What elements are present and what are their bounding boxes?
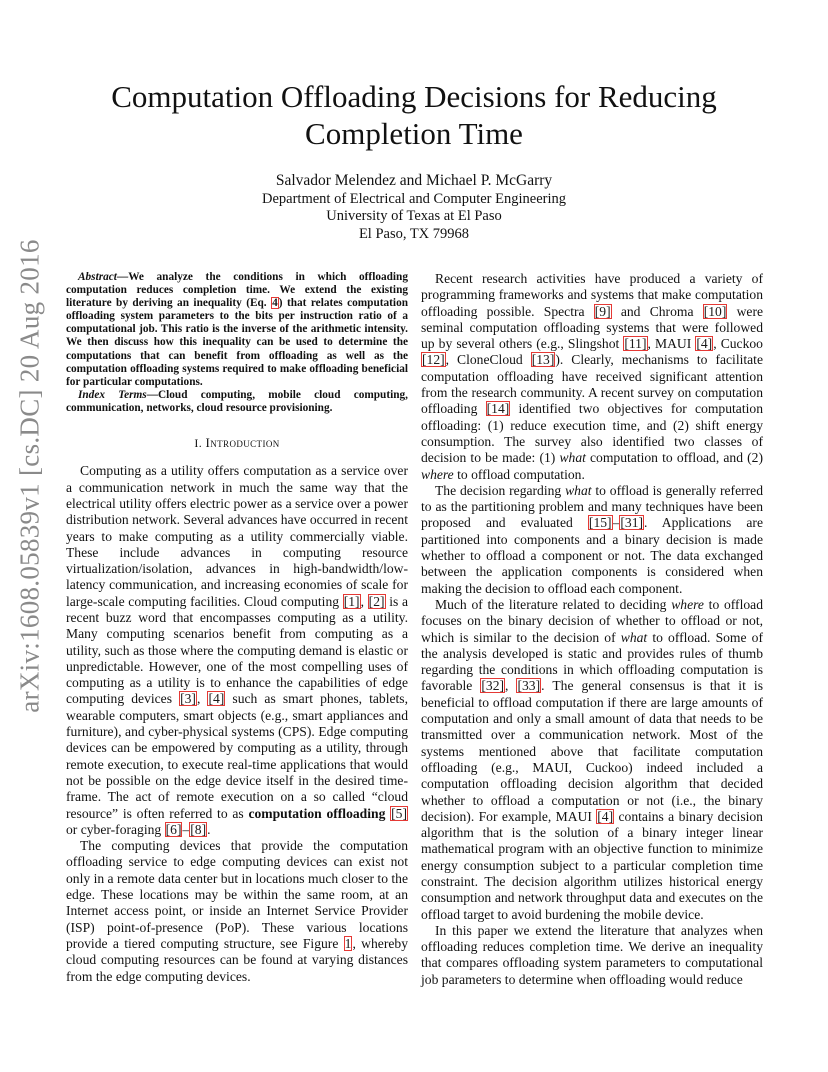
citation-link[interactable]: [14] bbox=[486, 401, 510, 417]
index-terms-label: Index Terms bbox=[78, 388, 147, 401]
citation-link[interactable]: [9] bbox=[594, 303, 611, 319]
paragraph-text: to offload focuses on the binary decision of whether to offload or not, which is similar to the decision of bbox=[421, 596, 763, 645]
paragraph-text: – bbox=[182, 821, 190, 837]
paragraph-text: , CloneCloud bbox=[445, 352, 531, 368]
abstract-paragraph bbox=[66, 271, 408, 389]
paragraph-text: , Cuckoo bbox=[713, 336, 763, 352]
paragraph-text: , bbox=[360, 593, 368, 609]
author-university: University of Texas at El Paso bbox=[326, 208, 502, 224]
paragraph-text: and Chroma bbox=[611, 303, 703, 319]
citation-link[interactable]: [11] bbox=[624, 336, 647, 352]
paragraph-text: . bbox=[207, 821, 211, 837]
italic-term: what bbox=[559, 450, 586, 466]
index-terms-text: —Cloud computing, mobile cloud computing, communication, networks, cloud resource provisioning. bbox=[66, 388, 408, 414]
abstract-text: —We analyze the conditions in which offloading computation reduces completion time. We extend the existing literature by deriving an inequality (Eq. bbox=[66, 271, 408, 310]
abstract-text: ) that relates computation offloading system parameters to the bits per instruction ratio of a computational job. This ratio is the inverse of the arithmetic intensity. We then discuss how this inequality can be used to determine the computations that can benefit from offloading as well as the computation offloading systems required to make offloading beneficial for particular computations. bbox=[66, 297, 408, 388]
italic-term: what bbox=[620, 629, 648, 645]
section-heading bbox=[66, 435, 408, 451]
italic-term: where bbox=[421, 466, 454, 482]
paragraph-text: is a recent buzz word that encompasses computing as a utility. Many computing scenarios benefit from computing as a utility, such as those where the computing demand is elastic or unpredictable. However, one of the most compelling uses of computing as a utility is to enhance the capabilities of edge computing devices bbox=[66, 593, 408, 707]
paragraph-text: contains a binary decision algorithm that is the solution of a binary integer linear mathematical program with an objective function to minimize energy consumption subject to a particular completion time constraint. The decision algorithm utilizes historical energy consumption and network throughput data and executes on the offload target to avoid burdening the mobile device. bbox=[421, 808, 763, 922]
paragraph-text: or cyber-foraging bbox=[66, 821, 165, 837]
figure-link[interactable]: 1 bbox=[344, 935, 352, 951]
bold-term: computation offloading bbox=[248, 805, 386, 821]
citation-link[interactable]: [6] bbox=[165, 821, 182, 837]
paragraph-text: computation to offload, and (2) bbox=[585, 450, 763, 466]
paragraph-text: to offload computation. bbox=[453, 466, 585, 482]
citation-link[interactable]: [4] bbox=[696, 336, 713, 352]
paragraph-text: Recent research activities have produced a variety of programming frameworks and systems that make computation offloading possible. Spectra bbox=[421, 271, 763, 319]
paragraph-text: Computing as a utility offers computation as a service over a communication network in much the same way that the electrical utility offers electric power as a service over a power distribution network. Several advances have occurred in recent years to make computing as a utility commercially viable. These include advances in computing resource virtualization/isolation, advances in high-bandwidth/low-latency communication, and increasing economies of scale for large-scale computing facilities. Cloud computing bbox=[66, 463, 408, 609]
citation-link[interactable]: [15] bbox=[588, 515, 612, 531]
body-paragraph bbox=[421, 597, 763, 923]
body-paragraph: In this paper we extend the literature that analyzes when offloading reduces completion time. We derive an inequality that compares offloading system parameters to computational job parameters to determine when offloading would reduce bbox=[421, 922, 763, 987]
italic-term: what bbox=[565, 482, 592, 498]
paragraph-text: , bbox=[505, 678, 517, 694]
citation-link[interactable]: [1] bbox=[343, 593, 360, 609]
citation-link[interactable]: [4] bbox=[597, 808, 614, 824]
citation-link[interactable]: [32] bbox=[481, 678, 505, 694]
paragraph-text: , whereby cloud computing resources can be found at varying distances from the edge computing devices. bbox=[66, 935, 408, 984]
citation-link[interactable]: [8] bbox=[190, 821, 207, 837]
citation-link[interactable]: [5] bbox=[391, 805, 407, 821]
index-terms bbox=[66, 389, 408, 415]
paragraph-text: were seminal computation offloading systems that were followed up by several others (e.g., Slingshot bbox=[421, 303, 764, 352]
author-block bbox=[120, 172, 708, 243]
paragraph-text: . Applications are partitioned into components and a binary decision is made whether to offload a component or not. The data exchanged between the application components is considered when making the decision to offload each component. bbox=[421, 515, 763, 596]
author-department: Department of Electrical and Computer Engineering bbox=[262, 190, 566, 207]
citation-link[interactable]: [31] bbox=[620, 515, 644, 531]
paragraph-text: , MAUI bbox=[647, 336, 696, 352]
author-location: El Paso, TX 79968 bbox=[358, 225, 470, 242]
body-paragraph bbox=[421, 483, 763, 597]
equation-link[interactable]: 4 bbox=[272, 297, 278, 310]
paragraph-text: such as smart phones, tablets, wearable computers, smart objects (e.g., smart appliances and furniture), and cyber-physical systems (CPS). Edge computing devices can be empowered by computing as a utility, through remote execution, to execute real-time applications that would not be possible on the edge device itself in the desired time-frame. The act of remote execution on a so called “cloud resource” is often referred to as bbox=[66, 691, 408, 821]
left-column bbox=[66, 271, 408, 985]
section-number: I. bbox=[194, 436, 206, 451]
section-title: Introduction bbox=[205, 435, 280, 451]
paper-title: Computation Offloading Decisions for Reducing Completion Time bbox=[111, 79, 717, 151]
paragraph-text: to offload. Some of the analysis developed is static and provides rules of thumb regarding the conditions in which offloading computation is favorable bbox=[421, 629, 763, 694]
body-paragraph bbox=[66, 463, 408, 838]
body-paragraph bbox=[421, 271, 763, 483]
author-names: Salvador Melendez and Michael P. McGarry bbox=[275, 172, 553, 189]
citation-link[interactable]: [12] bbox=[422, 352, 445, 368]
citation-link[interactable]: [2] bbox=[368, 593, 385, 609]
abstract-label: Abstract bbox=[78, 271, 117, 283]
right-column bbox=[421, 271, 763, 988]
italic-term: where bbox=[671, 596, 704, 612]
citation-link[interactable]: [33] bbox=[517, 678, 541, 694]
arxiv-sidebar bbox=[8, 239, 52, 713]
body-paragraph bbox=[66, 838, 408, 985]
paragraph-text: ). Clearly, mechanisms to facilitate computation offloading have received significant attention from the research community. A recent survey on computation offloading bbox=[421, 352, 763, 417]
arxiv-identifier[interactable]: arXiv:1608.05839v1 [cs.DC] 20 Aug 2016 bbox=[14, 239, 45, 713]
paragraph-text: . The general consensus is that it is beneficial to offload computation if there are large amounts of computation and only a small amount of data that needs to be transmitted over a communication network. Most of the systems mentioned above that facilitate computation offloading (e.g., MAUI, Cuckoo) indeed included a computation offloading decision algorithm that decided whether to offload a computation or not (i.e., the binary decision). For example, MAUI bbox=[421, 678, 763, 824]
paragraph-text: to offload is generally referred to as the partitioning problem and many techniques have been proposed and evaluated bbox=[421, 482, 763, 531]
paragraph-text: The computing devices that provide the computation offloading service to edge computing devices can exist not only in a remote data center but in locations much closer to the edge. These locations may be within the same room, at an Internet access point, or inside an Internet Service Provider (ISP) point-of-presence (PoP). These various locations provide a tiered computing structure, see Figure bbox=[66, 838, 409, 951]
citation-link[interactable]: [13] bbox=[531, 352, 555, 368]
paragraph-text: – bbox=[612, 515, 620, 531]
paragraph-text: Much of the literature related to deciding bbox=[435, 596, 672, 612]
abstract bbox=[66, 271, 408, 415]
citation-link[interactable]: [4] bbox=[208, 691, 225, 707]
paragraph-text: The decision regarding bbox=[435, 482, 566, 498]
citation-link[interactable]: [10] bbox=[703, 303, 727, 319]
citation-link[interactable]: [3] bbox=[180, 691, 196, 707]
paragraph-text: identified two objectives for computation offloading: (1) reduce execution time, and (2) shift energy consumption. The survey also identified two classes of decision to be made: (1) bbox=[421, 401, 763, 466]
paragraph-text: , bbox=[196, 691, 208, 707]
